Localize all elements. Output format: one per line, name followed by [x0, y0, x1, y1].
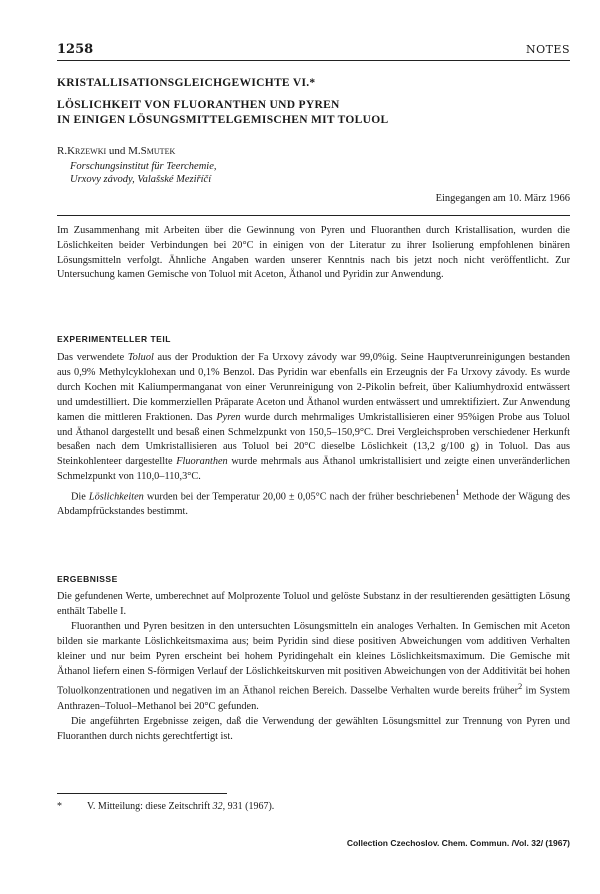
page-number: 1258 [57, 42, 94, 57]
reference-marker: 2 [518, 681, 523, 692]
results-paragraph-2 [57, 620, 570, 715]
author-1-name: Krzewki [67, 145, 107, 157]
footnote [57, 801, 274, 812]
italic-term-fluoranthen: Fluoranthen [176, 456, 228, 468]
author-conjunction: und [106, 145, 129, 157]
italic-term-toluol: Toluol [127, 352, 154, 363]
affiliation-line-1: Forschungsinstitut für Teerchemie, [70, 161, 217, 172]
received-date: Eingegangen am 10. März 1966 [435, 193, 570, 204]
paper-series-title: KRISTALLISATIONSGLEICHGEWICHTE VI.* [57, 77, 316, 89]
text-run: Das verwendete [57, 352, 128, 363]
section-label: NOTES [525, 43, 570, 56]
paper-title-line-1: LÖSLICHKEIT VON FLUORANTHEN UND PYREN [57, 99, 340, 111]
paper-title-line-2: IN EINIGEN LÖSUNGSMITTELGEMISCHEN MIT TOLUOL [57, 114, 389, 126]
section-heading-experimental: EXPERIMENTELLER TEIL [57, 334, 171, 344]
text-run: wurde durch mehrmaliges Umkristallisieren einer 95%igen Probe aus Toluol und Äthanol dargestellt und besaß einen Schmelzpunkt von 150,5–150,9°C. Drei Vergleichsproben verschiedener Herkunft besaßen nach dem Umkristallisieren aus Toluol bei 20°C dieselbe Löslichkeit (13,2 g/100 g) in Toluol. Das aus Steinkohlenteer dargestellte [57, 411, 570, 468]
experimental-paragraph-2 [57, 485, 570, 520]
abstract: Im Zusammenhang mit Arbeiten über die Gewinnung von Pyren und Fluoranthen durch Kristallisation, wurden die Löslichkeiten beider Verbindungen bei 20°C in einigen von der Literatur zu ihrer Isolierung empfohlenen binären Lösungsmitteln verfolgt. Ähnliche Angaben warden unserer Kenntnis nach bis jetzt noch nicht veröffentlicht. Zur Untersuchung kamen Gemische von Toluol mit Aceton, Äthanol und Pyridin zur Anwendung. [57, 215, 570, 283]
experimental-body [57, 351, 570, 520]
author-line [57, 145, 175, 157]
text-run: Fluoranthen und Pyren besitzen in den untersuchten Lösungsmitteln ein analoges Verhalten. In Gemischen mit Aceton bilden sie markante Löslichkeitsmaxima aus; beim Pyridin sind diese positiven Abweichungen vom additiven Verhalten kleiner und nur beim Pyren erscheint bei hohem Pyridingehalt ein kleines Löslichkeitsmaximum. Die Gemische mit Äthanol liefern einen S-förmigen Verlauf der Löslichkeitskurven mit positiven Abweichungen von der Additivität bei hohen Toluolkonzentrationen und negativen im an Äthanol reichen Bereich. Dasselbe Verhalten wurde bereits früher [57, 620, 570, 697]
experimental-paragraph-1 [57, 351, 570, 485]
text-run: wurde mehrmals aus Äthanol umkristallisiert und zeigte einen unveränderlichen Schmelzpunkt von 110,0–110,3°C. [57, 456, 570, 483]
affiliation-line-2: Urxovy závody, Valašské Meziříčí [70, 174, 212, 185]
affiliation [70, 160, 217, 186]
footnote-mark: * [57, 801, 62, 812]
text-run: aus der Produktion der Fa Urxovy závody war 99,0%ig. Seine Hauptverunreinigungen bestanden aus 0,9% Methylcyklohexan und 0,1% Benzol. Das Pyridin war ebenfalls ein Erzeugnis der Fa Urxovy závody. Es wurde durch Kochen mit Kaliumpermanganat von einer Verunreinigung von 2-Pikolin befreit, über Kaliumhydroxid entwässert und umdestilliert. Die kommerziellen Präparate Aceton und Äthanol wurden entwässert und umrektifiziert. Zur Anwendung kamen die mittleren Fraktionen. Das [57, 352, 570, 423]
results-paragraph-3: Die angeführten Ergebnisse zeigen, daß die Verwendung der gewählten Lösungsmittel zur Trennung von Pyren und Fluoranthen durch nichts gerechtfertigt ist. [57, 715, 570, 742]
author-2-initial: M. [128, 145, 141, 157]
results-paragraph-1: Die gefundenen Werte, umberechnet auf Molprozente Toluol und gelöste Substanz in der resultierenden gesättigten Lösung enthält Tabelle I. [57, 591, 570, 617]
text-run: Methode der Wägung des Abdampfrückstandes bestimmt. [57, 491, 570, 518]
results-body [57, 590, 570, 744]
text-run: im System Anthrazen–Toluol–Methanol bei 20°C gefunden. [57, 685, 570, 712]
running-header [57, 42, 570, 61]
italic-term-pyren: Pyren [216, 411, 241, 423]
journal-reference: Collection Czechoslov. Chem. Commun. /Vol. 32/ (1967) [346, 838, 570, 848]
reference-marker: 1 [455, 487, 460, 498]
author-2-name: Smutek [140, 145, 176, 157]
text-run: wurden bei der Temperatur 20,00 ± 0,05°C nach der früher beschriebenen [143, 491, 456, 503]
footnote-divider [57, 793, 227, 794]
footnote-volume: 32, [212, 801, 226, 812]
italic-term-loeslichkeiten: Löslichkeiten [88, 491, 144, 503]
author-1-initial: R. [57, 145, 68, 157]
text-run: 931 (1967). [225, 801, 275, 812]
text-run: Die [71, 491, 89, 503]
text-run: V. Mitteilung: diese Zeitschrift [87, 801, 213, 812]
section-heading-results: ERGEBNISSE [57, 574, 118, 584]
paper-title [57, 98, 570, 128]
